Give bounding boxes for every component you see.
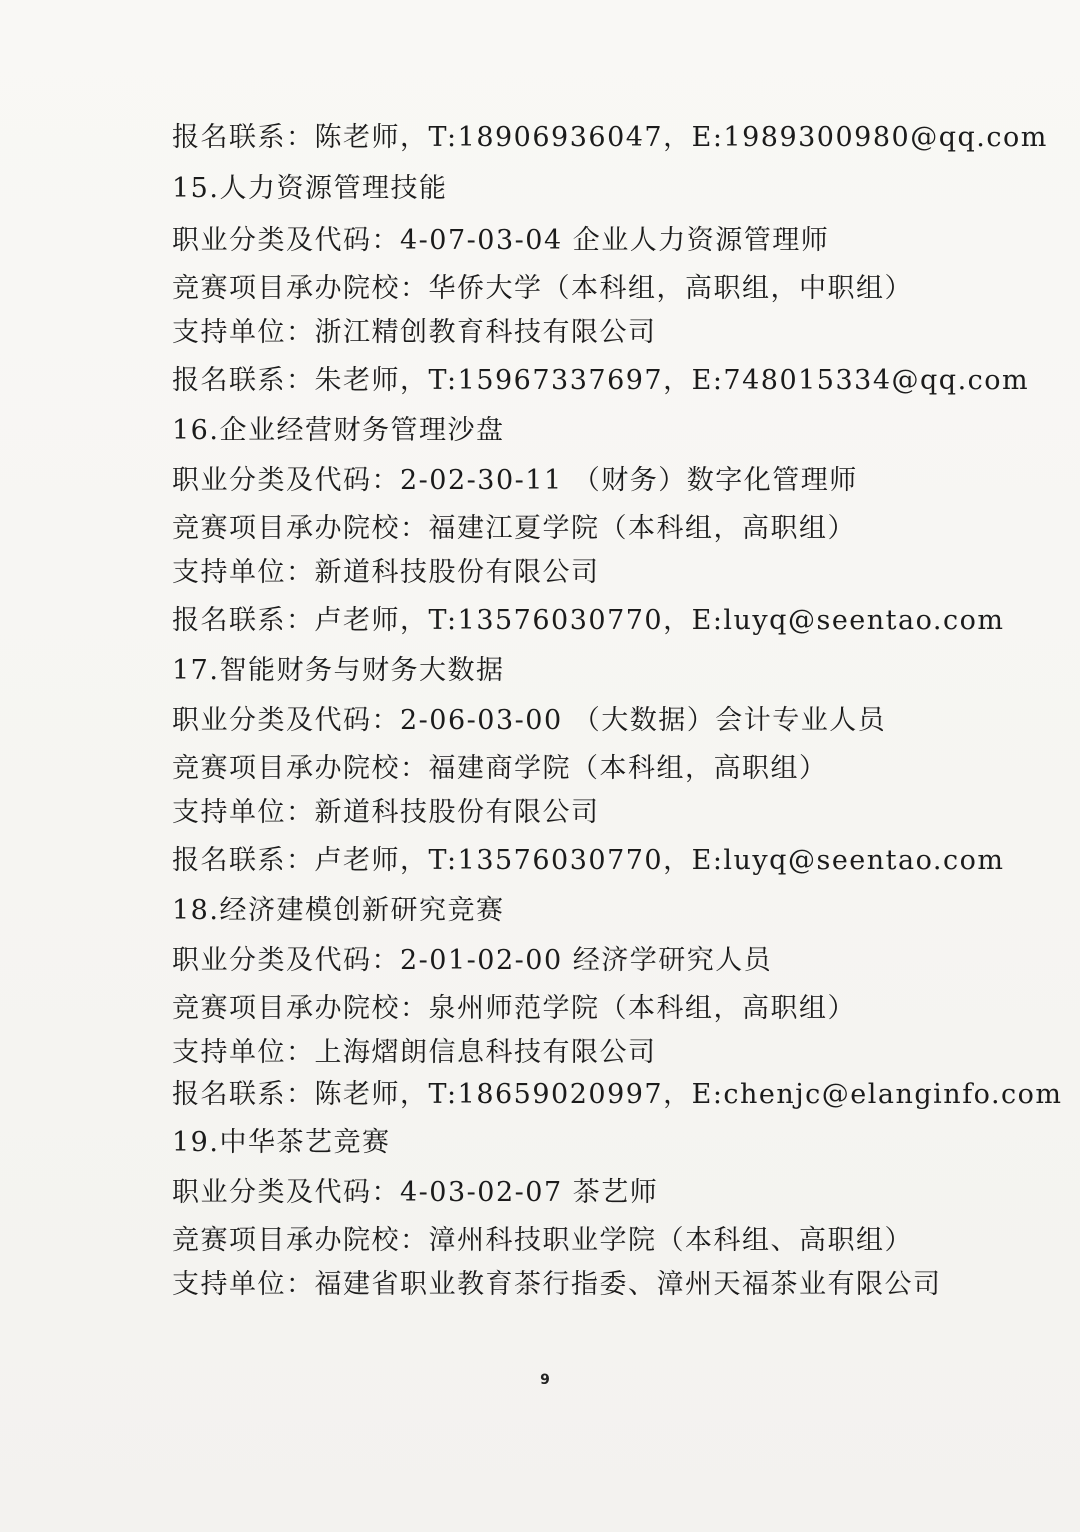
occupation-code-15: 职业分类及代码：4-07-03-04 企业人力资源管理师 xyxy=(172,225,830,256)
section-heading-15: 15.人力资源管理技能 xyxy=(172,173,448,204)
support-unit-17: 支持单位：新道科技股份有限公司 xyxy=(172,797,600,828)
occupation-code-17: 职业分类及代码：2-06-03-00 （大数据）会计专业人员 xyxy=(172,705,887,736)
page-number: 9 xyxy=(540,1372,550,1388)
contact-line-17: 报名联系：卢老师，T:13576030770，E:luyq@seentao.com xyxy=(172,845,1005,876)
contact-line-14: 报名联系：陈老师，T:18906936047，E:1989300980@qq.com xyxy=(172,122,1048,153)
section-heading-16: 16.企业经营财务管理沙盘 xyxy=(172,415,505,446)
occupation-code-16: 职业分类及代码：2-02-30-11 （财务）数字化管理师 xyxy=(172,465,858,496)
support-unit-15: 支持单位：浙江精创教育科技有限公司 xyxy=(172,317,657,348)
contact-line-15: 报名联系：朱老师，T:15967337697，E:748015334@qq.com xyxy=(172,365,1030,396)
host-school-19: 竞赛项目承办院校：漳州科技职业学院（本科组、高职组） xyxy=(172,1225,913,1256)
host-school-15: 竞赛项目承办院校：华侨大学（本科组，高职组，中职组） xyxy=(172,273,913,304)
host-school-18: 竞赛项目承办院校：泉州师范学院（本科组，高职组） xyxy=(172,993,856,1024)
host-school-17: 竞赛项目承办院校：福建商学院（本科组，高职组） xyxy=(172,753,828,784)
contact-line-18: 报名联系：陈老师，T:18659020997，E:chenjc@elanginfo.com xyxy=(172,1079,1063,1110)
host-school-16: 竞赛项目承办院校：福建江夏学院（本科组，高职组） xyxy=(172,513,856,544)
contact-line-16: 报名联系：卢老师，T:13576030770，E:luyq@seentao.com xyxy=(172,605,1005,636)
occupation-code-19: 职业分类及代码：4-03-02-07 茶艺师 xyxy=(172,1177,659,1208)
support-unit-19: 支持单位：福建省职业教育茶行指委、漳州天福茶业有限公司 xyxy=(172,1269,942,1300)
occupation-code-18: 职业分类及代码：2-01-02-00 经济学研究人员 xyxy=(172,945,773,976)
section-heading-17: 17.智能财务与财务大数据 xyxy=(172,655,505,686)
section-heading-18: 18.经济建模创新研究竞赛 xyxy=(172,895,505,926)
section-heading-19: 19.中华茶艺竞赛 xyxy=(172,1127,391,1158)
support-unit-18: 支持单位：上海熠朗信息科技有限公司 xyxy=(172,1037,657,1068)
support-unit-16: 支持单位：新道科技股份有限公司 xyxy=(172,557,600,588)
